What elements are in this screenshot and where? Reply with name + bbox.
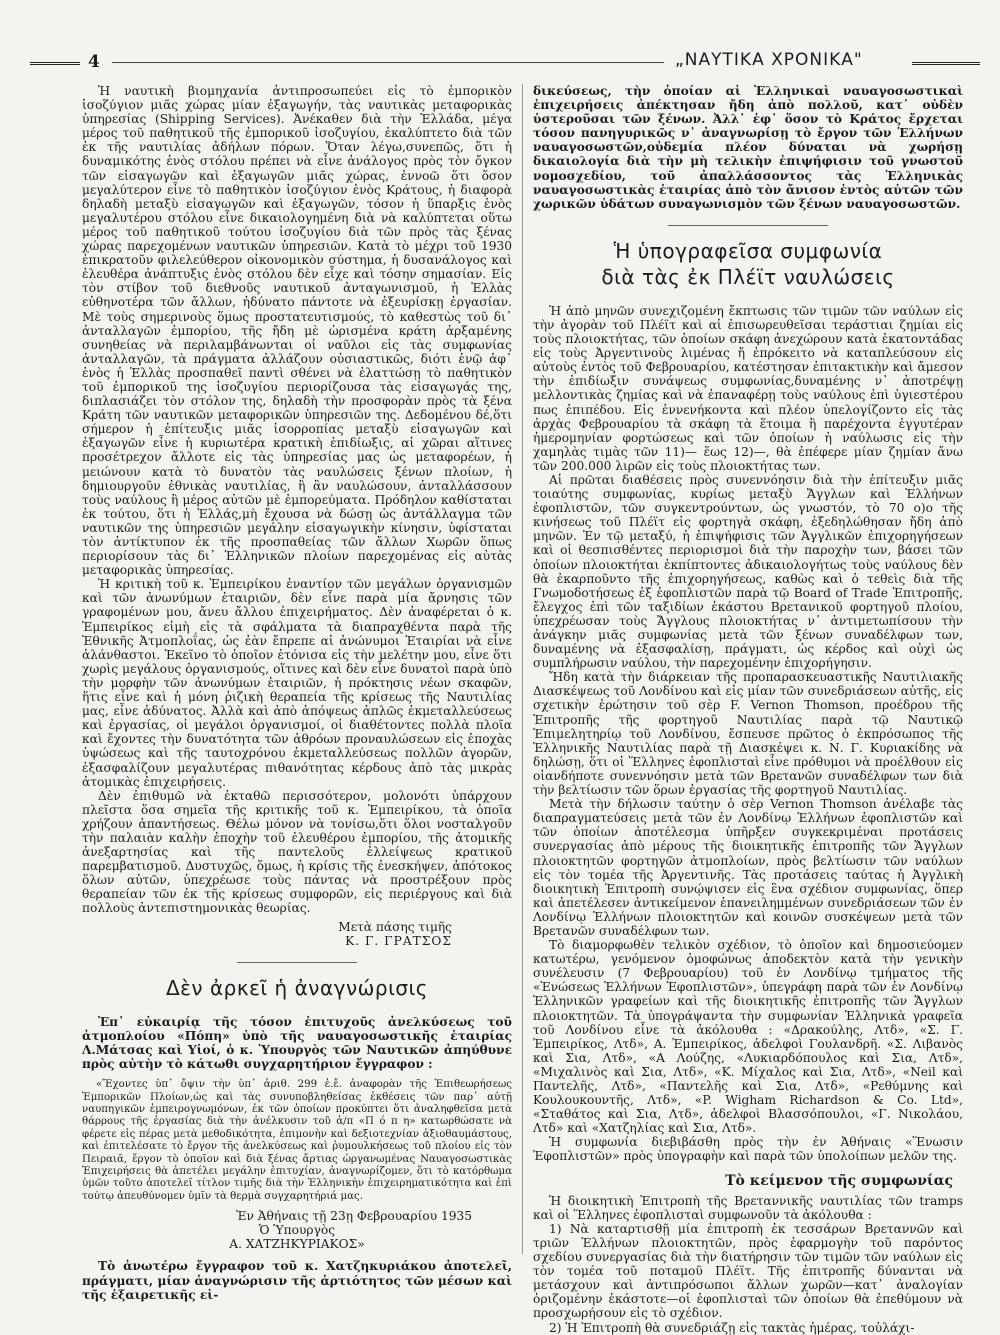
page-number: 4 — [88, 52, 100, 72]
header-rule-left — [30, 62, 80, 65]
left-column — [82, 84, 512, 1302]
subheading: Τὸ κείμενον τῆς συμφωνίας — [725, 1172, 953, 1189]
letter-text: «Ἔχοντες ὑπ᾽ ὄψιν τὴν ὑπ᾽ ἀριθ. 299 ἐ.ἔ. ἀναφορὰν τῆς Ἐπιθεωρήσεως Ἐμπορικῶν Πλοίων,ὡς καὶ τὰς συνυποβληθείσας ἐκθέσεις τῶν παρ᾽ αὐτῇ ναυπηγικῶν ἐμπειρογνωμόνων, ἐκ τῶν ὁποίων προκύπτει ὅτι ἀναληφθεῖσα μετὰ θάρρους τῆς ἐργασίας διὰ τὴν ἀνέλκυσιν τοῦ ἀ/π «Π ό π η» κατωρθώσατε νὰ φέρετε εἰς πέρας μετὰ μεθοδικότητα, ἐπιμονὴν καὶ δεξιοτεχνίαν ἀξιοθαυμάστους, καὶ ἐπιτελέσατε τὸ ἔργον τῆς ἀνελκύσεως καὶ ῥυμουλκήσεως τοῦ πλοίου εἰς τὸν Πειραιᾶ, ἔργον τὸ ὁποῖον καὶ διὰ ξένας ἄρτιας ὡργανωμένας Ναυαγοσωστικὰς Ἐπιχειρήσεις θὰ ἀπετέλει μεγάλην ἐπιτυχίαν, ἀναγνωρίζομεν, ὅτι τὸ κατόρθωμα ὑμῶν τοῦτο ἀποτελεῖ τίτλον τιμῆς διὰ τὴν Ἑλληνικὴν ἐπιχειρηματικότητα καὶ ἐπὶ τούτῳ ἀπευθύνομεν ὑμῖν τὰ θερμὰ συγχαρητήριά μας. — [82, 1079, 512, 1202]
section-heading — [533, 238, 963, 290]
journal-title: „ΝΑΥΤΙΚΑ ΧΡΟΝΙΚΑ" — [675, 50, 863, 70]
lede-paragraph: Ἐπ᾽ εὐκαιρίᾳ τῆς τόσον ἐπιτυχοῦς ἀνελκύσεως τοῦ ἀτμοπλοίου «Πόπη» ὑπὸ τῆς ναυαγοσωστικῆς ἑταιρίας Λ.Μάτσας καὶ Υἱοί, ὁ κ. Ὑπουργὸς τῶν Ναυτικῶν ἀπηύθυνε πρὸς αὐτὴν τὸ κάτωθι συγχαρητήριον ἔγγραφον : — [82, 1014, 512, 1071]
header-rule — [112, 62, 664, 63]
article-paragraph: Ἡ ναυτικὴ βιομηχανία ἀντιπροσωπεύει εἰς τὸ ἐμπορικὸν ἰσοζύγιον μιᾶς χώρας μίαν ἐξαγωγήν, τὰς ναυτικὰς μεταφορικὰς ὑπηρεσίας (Shipping Services). Ἀνέκαθεν διὰ τὴν Ἑλλάδα, μέγα μέρος τοῦ παθητικοῦ τῆς ἐμπορικοῦ ἰσοζυγίου, ἐκαλύπτετο διὰ τῶν ἐκ τῆς ναυτιλίας ἀδήλων πόρων. Ὅταν λέγω,συνεπῶς, ὅτι ἡ δυναμικότης ἑνὸς στόλου πρέπει νὰ εἶνε ἀνάλογος πρὸς τὸν ὄγκον τῶν εἰσαγωγῶν καὶ ἐξαγωγῶν μιᾶς χώρας, ἐννοῶ ὅτι ὅσον μεγαλύτερον εἶνε τὸ παθητικὸν ἰσοζύγιον ἑνὸς Κράτους, ἡ διαφορὰ δηλαδὴ μεταξὺ εἰσαγωγῶν καὶ ἐξαγωγῶν, τόσον ἡ ὕπαρξις ἑνὸς μεγαλυτέρου στόλου εἶνε δικαιολογημένη διὰ νὰ καλύπτεται οὕτω μέρος τοῦ παθητικοῦ τούτου ἰσοζυγίου διὰ τῶν πρὸς τὰς ξένας χώρας παρεχομένων ναυτικῶν ὑπηρεσιῶν. Κατὰ τὸ μέχρι τοῦ 1930 ἐπικρατοῦν φιλελεύθερον οἰκονομικὸν σύστημα, ἡ δυσανάλογος καὶ ἐλευθέρα ἀνάπτυξις ἑνὸς στόλου δὲν εἶχε καὶ τόσην σημασίαν. Εἰς τὸν στίβον τοῦ διεθνοῦς ναυτικοῦ ἀνταγωνισμοῦ, ἡ Ἑλλὰς εὐθηνοτέρα τῶν ἄλλων, ἠδύνατο πάντοτε νὰ ἐξευρίσκῃ ἐργασίαν. Μὲ τοὺς σημερινοὺς ὅμως προστατευτισμούς, τὸ καθεστὼς τοῦ δι᾽ ἀνταλλαγῶν ἐμπορίου, τῆς ἤδη μὲ ὡρισμένα κράτη ἀρξαμένης συνηθείας νὰ περιλαμβάνωνται οἱ ναῦλοι εἰς τὰς συμφωνίας ἀνταλλαγῶν, τὰ πράγματα ἀλλάζουν οὐσιαστικῶς, διότι ἐνῷ ἀφ᾽ ἑνὸς ἡ Ἑλλὰς προσπαθεῖ παντὶ σθένει νὰ ἐλαττώσῃ τὸ παθητικὸν τοῦ ἐμπορικοῦ της ἰσοζυγίου περιορίζουσα τὰς εἰσαγωγάς της, διπλασιάζει τὸν στόλον της, δηλαδὴ τὴν προσφορὰν πρὸς τὰ ξένα Κράτη τῶν ναυτικῶν μεταφορικῶν ὑπηρεσιῶν της. Δεδομένου δέ,ὅτι σήμερον ἡ ἐπίτευξις μιᾶς ἰσορροπίας μεταξὺ εἰσαγωγῶν καὶ ἐξαγωγῶν εἶνε ἡ κυριωτέρα κρατικὴ ἐπιδίωξις, αἱ χῶραι αἵτινες προσέτρεχον ἄλλοτε εἰς τὰς ὑπηρεσίας μας ὡς μεταφορέων, ἡ μειώνουν κατὰ τὸ δυνατὸν τὰς ναυλώσεις ξένων πλοίων, ἡ δημιουργοῦν ἐθνικὰς ναυτιλίας, ἢ ἂν ναυλώσουν, ἀνταλλάσσουν τοὺς ναύλους ἢ μέρος αὐτῶν μὲ ἐμπορεύματα. Πρόδηλον καθίσταται ἐκ τούτου, ὅτι ἡ Ἑλλάς,μὴ ἔχουσα νὰ δώσῃ ὡς ἀντάλλαγμα τῶν ναυτικῶν της ὑπηρεσιῶν μεγάλην εἰσαγωγικὴν κίνησιν, ὑφίσταται τὸν ἀντίκτυπον ἐκ τῆς προσπαθείας τῶν ἄλλων Χωρῶν ὅπως περιορίσουν τὰς δι᾽ Ἑλληνικῶν πλοίων παρεχομένας εἰς αὐτὰς μεταφορικὰς ὑπηρεσίας. — [82, 84, 512, 578]
agreement-item: 2) Ἡ Ἐπιτροπὴ θὰ συνεδριάζῃ εἰς τακτὰς ἡμέρας, τοὐλάχι- — [549, 1320, 915, 1335]
article-paragraph: Ἡ κριτικὴ τοῦ κ. Ἐμπειρίκου ἐναντίον τῶν μεγάλων ὀργανισμῶν καὶ τῶν ἀνωνύμων ἑταιριῶν, δὲν εἶνε παρὰ μία ἄρνησις τῶν γραφομένων μου, ἄνευ ἄλλου ἐπιχειρήματος. Δὲν ἀναφέρεται ὁ κ. Ἐμπειρίκος εἰμὴ εἰς τὰ σφάλματα τὰ διαπραχθέντα παρὰ τῆς Ἐθνικῆς Ἀτμοπλοΐας, ὡς ἐὰν ἔπρεπε αἱ ἀνώνυμοι Ἑταιρίαι νὰ εἶνε ἀλάνθαστοι. Ἐκεῖνο τὸ ὁποῖον ἐτόνισα εἰς τὴν μελέτην μου, εἶνε ὅτι χωρὶς μεγάλους ὀργανισμούς, οἵτινες καὶ δὲν εἶνε δυνατοὶ παρὰ ὑπὸ τὴν μορφὴν τῶν ἀνωνύμων ἑταιριῶν, ἡ πρόκτησις νέων σκαφῶν, ἥτις εἶνε καὶ ἡ μόνη ῥιζικὴ θεραπεία τῆς κρίσεως τῆς Ναυτιλίας μας, εἶνε ἀδύνατος. Ἀλλὰ καὶ ἀπὸ ἀπόψεως ἁπλῶς ἐκμεταλλεύσεως καὶ ἐργασίας, οἱ μεγάλοι ὀργανισμοί, οἱ διαθέτοντες πολλὰ πλοῖα καὶ ἔχοντες τὴν δυνατότητα τῶν ἀθρόων προναυλώσεων εἰς ἐποχὰς ὑψώσεως καὶ τῆς ταυτοχρόνου ἐκμεταλλεύσεως πολλῶν ἀγορῶν, ἐξασφαλίζουν μεγαλυτέρας πιθανότητας κέρδους ἀπὸ τὰς μικρὰς ἀτομικὰς ἐπιχειρήσεις. — [82, 577, 512, 789]
column-divider — [522, 84, 523, 1254]
signoff — [82, 920, 512, 948]
article-paragraph: Μετὰ τὴν δήλωσιν ταύτην ὁ σὲρ Vernon Thomson ἀνέλαβε τὰς διαπραγματεύσεις μετὰ τῶν ἐν Λονδίνῳ Ἑλλήνων ἐφοπλιστῶν καὶ τῶν ὁποίων ἀποτέλεσμα ὑπῆρξεν συγκεκριμέναι προτάσεις συνεργασίας ἀπὸ μέρους τῆς διοικητικῆς ἐπιτροπῆς τῶν Ἄγγλων πλοιοκτητῶν φορτηγῶν ἀτμοπλοίων, πρὸς βελτίωσιν τῶν ναύλων εἰς τὸν τομέα τῆς Ἀργεντινῆς. Τὰς προτάσεις ταύτας ἡ Ἀγγλικὴ διοικητικὴ Ἐπιτροπὴ συνῴψισεν εἰς ἓνα σχέδιον συμφωνίας, ὅπερ καὶ ἀπετέλεσεν ἀντικείμενον ἐπανειλημμένων συνεδριάσεων τῶν ἐν Λονδίνῳ Ἑλλήνων πλοιοκτητῶν καὶ κοινῶν συσκέψεων μετὰ τῶν Βρετανῶν συναδέλφων των. — [533, 797, 963, 938]
letter-signer-title: Ὁ Ὑπουργὸς — [258, 1223, 336, 1238]
section-divider — [668, 225, 828, 226]
section-divider — [237, 962, 357, 963]
article-paragraph: Δὲν ἐπιθυμῶ νὰ ἐκταθῶ περισσότερον, μολονότι ὑπάρχουν πλεῖστα ὅσα σημεῖα τῆς κριτικῆς τοῦ κ. Ἐμπειρίκου, τὰ ὁποῖα χρήζουν ἀπαντήσεως. Θέλω μόνον νὰ τονίσω,ὅτι ὅλοι νοσταλγοῦν τὴν παλαιὰν καλὴν ἐποχὴν τοῦ ἐλευθέρου ἐμπορίου, τῆς ἀτομικῆς ἀνεξαρτησίας καὶ τῆς παντελοῦς ἐλλείψεως κρατικοῦ παρεμβατισμοῦ. Δυστυχῶς, ὅμως, ἡ κρίσις τῆς ἐνεσκήψεν, ἀπότοκος ὅλων αὐτῶν, ὑπεχρέωσε τοὺς πάντας νὰ προστρέξουν πρὸς θεραπείαν τῶν ἐκ τῆς κρίσεως συμφορῶν, εἰς περιέργους καὶ διὰ πολλοὺς ἀντεπιστημονικὰς θεωρίας. — [82, 788, 512, 916]
right-column — [533, 84, 963, 1335]
page-header — [30, 50, 980, 80]
section-heading: Δὲν ἀρκεῖ ἡ ἀναγνώρισις — [165, 975, 429, 1000]
article-paragraph: Ἤδη κατὰ τὴν διάρκειαν τῆς προπαρασκευαστικῆς Ναυτιλιακῆς Διασκέψεως τοῦ Λονδίνου καὶ εἰς μίαν τῶν συνεδριάσεων αὐτῆς, εἰς σχετικὴν ἐρώτησιν τοῦ σὲρ F. Vernon Thomson, προέδρου τῆς Ἐπιτροπῆς τῆς φορτηγοῦ Ναυτιλίας παρὰ τῷ Ναυτικῷ Ἐπιμελητηρίῳ τοῦ Λονδίνου, ἔσπευσε πρῶτος ὁ ἐκπρόσωπος τῆς Ἑλληνικῆς Ναυτιλίας παρὰ τῇ Διασκέψει κ. Ν. Γ. Κυριακίδης νὰ δηλώσῃ, ὅτι οἱ Ἕλληνες ἐφοπλισταὶ εἶνε πρόθυμοι νὰ προέλθουν εἰς οἱανδήποτε συνεννόησιν μετὰ τῶν Βρετανῶν συναδέλφων των διὰ τὴν βελτίωσιν τῶν ὅρων ἐργασίας τῆς φορτηγοῦ Ναυτιλίας. — [533, 670, 963, 798]
letter-signer-name: Α. ΧΑΤΖΗΚΥΡΙΑΚΟΣ» — [229, 1237, 365, 1252]
header-rule-right — [912, 62, 980, 65]
article-paragraph: Ἡ συμφωνία διεβιβάσθη πρὸς τὴν ἐν Ἀθήναις «Ἕνωσιν Ἐφοπλιστῶν» πρὸς ὑπογραφὴν καὶ παρὰ τῶν ὑπολοίπων μελῶν της. — [533, 1135, 963, 1164]
agreement-intro: Ἡ διοικητικὴ Ἐπιτροπὴ τῆς Βρεταννικῆς ναυτιλίας τῶν tramps καὶ οἱ Ἕλληνες ἐφοπλισταὶ συμφωνοῦν τὰ ἀκόλουθα : — [533, 1193, 963, 1222]
continuation-paragraph: δικεύσεως, τὴν ὁποίαν αἱ Ἑλληνικαὶ ναυαγοσωστικαὶ ἐπιχειρήσεις ἀπέκτησαν ἤδη ἀπὸ πολλοῦ, κατ᾽ οὐδὲν ὑστεροῦσαι τῶν ξένων. Ἀλλ᾽ ἐφ᾽ ὅσον τὸ Κράτος ἔρχεται τόσον πανηγυρικῶς ν᾽ ἀναγνωρίσῃ τὸ ἔργον τῶν Ἑλλήνων ναυαγοσωστῶν,οὐδεμία πλέον δύναται νὰ χωρήσῃ δικαιολογία διὰ τὴν μὴ τελικὴν ἐπιψήφισιν τοῦ γνωστοῦ νομοσχεδίου, τοῦ ἀπαλλάσσοντος τὰς Ἑλληνικὰς ναυαγοσωστικὰς ἑταιρίας ἀπὸ τὸν ἄνισον ἐντὸς αὐτῶν τῶν χωρικῶν ὑδάτων συναγωνισμὸν τῶν ξένων ναυαγοσωστῶν. — [533, 84, 963, 211]
article-paragraph: Αἱ πρῶται διαθέσεις πρὸς συνεννόησιν διὰ τὴν ἐπίτευξιν μιᾶς τοιαύτης συμφωνίας, κυρίως μεταξὺ Ἄγγλων καὶ Ἑλλήνων ἐφοπλιστῶν, τῶν συγκεντρούντων, ὡς γνωστόν, τὸ 70 ο)ο τῆς κινήσεως τοῦ Πλέϊτ εἰς φορτηγὰ σκάφη, ἐξεδηλώθησαν ἤδη ἀπὸ μηνῶν. Ἐν τῷ μεταξύ, ἡ ἐπιψήφισις τῶν Ἀγγλικῶν ἐπιχορηγήσεων καὶ οἱ θεσπισθέντες περιορισμοὶ διὰ τὴν παροχὴν των, βάσει τῶν ὁποίων πλοιοκτήται ἐκπίπτοντες ἀδικαιολογήτως τοὺς ναύλους δὲν θὰ ἐκαρποῦντο τῆς ἐπιχορηγήσεως, καθὼς καὶ ὁ τεθεὶς διὰ τῆς Γνωμοδοτήσεως ἐξ ἐφοπλιστῶν παρὰ τῷ Board of Trade Ἐπιτροπῆς, ἔλεγχος ἐπὶ τῶν ταξιδίων ἑκάστου Βρετανικοῦ φορτηγοῦ πλοίου, ὑπεχρέωσαν τοὺς Ἄγγλους πλοιοκτήτας ν᾽ ἀντιμετωπίσουν τὴν ἀνάγκην μιᾶς συμφωνίας μετὰ τῶν ξένων συναδέλφων των, δυναμένης νὰ ἐξασφαλίσῃ, πράγματι, ὡς κέρδος καὶ οὐχὶ ὡς συμπλήρωσιν ναύλου, τὴν παρεχομένην ἐπιχορήγησιν. — [533, 472, 963, 671]
section-heading-line: Ἡ ὑπογραφεῖσα συμφωνία — [613, 238, 883, 263]
section-heading-line: διὰ τὰς ἐκ Πλέϊτ ναυλώσεις — [601, 264, 895, 289]
signoff-name: Κ. Γ. ΓΡΑΤΣΟΣ — [345, 933, 452, 948]
letter-date: Ἐν Ἀθήναις τῇ 23ῃ Φεβρουαρίου 1935 — [236, 1209, 472, 1224]
article-paragraph: Τὸ διαμορφωθὲν τελικὸν σχέδιον, τὸ ὁποῖον καὶ δημοσιεύομεν κατωτέρω, γενόμενον ὁμοφώνως ἀποδεκτὸν κατὰ τὴν γενικὴν συνέλευσιν (7 Φεβρουαρίου) τοῦ ἐν Λονδίνῳ τμήματος τῆς «Ἑνώσεως Ἑλλήνων Ἐφοπλιστῶν», ὑπεγράφη παρὰ τῶν ἐν Λονδίνῳ Ἑλληνικῶν γραφείων καὶ τῆς διοικητικῆς ἐπιτροπῆς τῶν Ἄγγλων πλοιοκτητῶν. Τὰ ὑπογράψαντα τὴν συμφωνίαν Ἑλληνικὰ γραφεῖα τοῦ Λονδίνου εἶνε τὰ ἀκόλουθα : «Δρακούλης, Λτδ», «Σ. Γ. Ἐμπειρίκος, Λτδ», Α. Ἐμπειρίκος, ἀδελφοὶ Γουλανδρῆ. «Σ. Λιβανὸς καὶ Σια, Λτδ», «Α Λούζης, «Λυκιαρδόπουλος καὶ Σια, Λτδ», «Μιχαλινὸς καὶ Σια, Λτδ», «Κ. Μίχαλος καὶ Σια, Λτδ», «Neil καὶ Παντελῆς, Λτδ», «Παντελῆς καὶ Σια, Λτδ», «Ρεθύμνης καὶ Κουλουκουντῆς, Λτδ», «P. Wigham Richardson & Co. Ltd», «Σταθάτος καὶ Σια, Λτδ», ἀδελφοὶ Βλασσόπουλοι, «Γ. Νικολάου, Λτδ» καὶ «Χατζηλίας καὶ Σια, Λτδ». — [533, 938, 963, 1136]
agreement-item: 1) Νὰ καταρτισθῇ μία ἐπιτροπὴ ἐκ τεσσάρων Βρεταννῶν καὶ τριῶν Ἑλλήνων πλοιοκτητῶν, πρὸς ἐφαρμογὴν τοῦ παρόντος σχεδίου συνεργασίας διὰ τὴν διατήρησιν τῶν τιμῶν τῶν ναύλων εἰς τὸν τομέα τοῦ ποταμοῦ Πλέϊτ. Τῆς ἐπιτροπῆς δύνανται νὰ μετάσχουν καὶ ἀντιπρόσωποι ἄλλων χωρῶν—κατ᾽ ἀναλογίαν ὁριζομένην ἑκάστοτε—οἱ ἐφοπλισταὶ τῶν ὁποίων θὰ ἐπεθύμουν νὰ προσχωρήσουν εἰς τὸ σχέδιον. — [533, 1221, 963, 1321]
article-paragraph: Ἡ ἀπὸ μηνῶν συνεχιζομένη ἔκπτωσις τῶν τιμῶν τῶν ναύλων εἰς τὴν ἀγορὰν τοῦ Πλέϊτ καὶ αἱ ἐπισωρευθεῖσαι τεράστιαι ζημίαι εἰς τοὺς πλοιοκτήτας, τῶν ὁποίων σκάφη ἀνεχώρουν κατὰ ἑκατοντάδας εἰς τοὺς Ἀργεντινοὺς λιμένας ἤ ἐπρόκειτο νὰ καταπλεύσουν εἰς αὐτοὺς ἐντὸς τοῦ Φεβρουαρίου, κατέστησαν ἐπιτακτικὴν καὶ ἄμεσον τὴν ἐπιδίωξιν συνάψεως συμφωνίας,δυναμένης ν᾽ ἀποτρέψῃ μελλοντικὰς ζημίας καὶ νὰ ἐπαναφέρῃ τοὺς ναύλους ἐπὶ ὑγιεστέρου πως ἐπιπέδου. Εἰς ἐννενήκοντα καὶ πλέον ὑπελογίζοντο εἰς τὰς ἀρχὰς Φεβρουαρίου τὰ σκάφη τὰ ἕτοιμα ἢ παρέχοντα ἐγγυτέραν ἡμερομηνίαν φορτώσεως καὶ τῶν ὁποίων ἡ ναύλωσις εἰς τὴν χαμηλὰς τιμὰς τῶν 11)— ἕως 12)—, θὰ ἐπέφερε μίαν ζημίαν ἄνω τῶν 200.000 λιρῶν εἰς τοὺς πλοιοκτήτας των. — [533, 303, 963, 473]
closing-paragraph: Τὸ ἀνωτέρω ἔγγραφον τοῦ κ. Χατζηκυριάκου ἀποτελεῖ, πράγματι, μίαν ἀναγνώρισιν τῆς ἀρτιότητος τῶν μέσων καὶ τῆς ἐξαιρετικῆς εἰ- — [82, 1259, 512, 1302]
signoff-salutation: Μετὰ πάσης τιμῆς — [338, 919, 452, 934]
